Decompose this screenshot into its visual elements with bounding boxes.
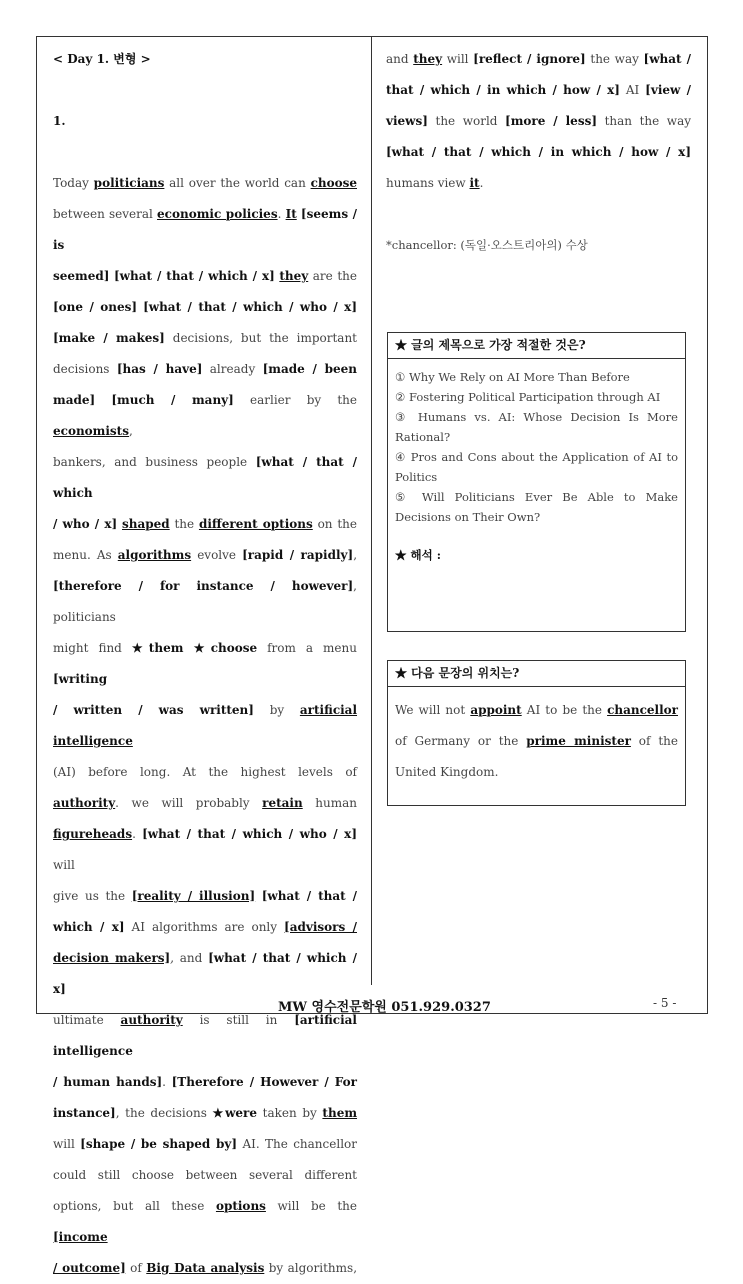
passage-line (53, 633, 357, 695)
passage-line (53, 447, 357, 509)
page-number: - 5 - (653, 996, 677, 1010)
title-question-box (387, 332, 686, 632)
passage-line (53, 292, 357, 323)
passage-text: the way (585, 52, 644, 66)
passage-text: AI to be the (521, 703, 608, 717)
passage-line (53, 323, 357, 354)
passage-text: AI (619, 83, 646, 97)
passage-line (53, 540, 357, 571)
passage-text: than the way (597, 114, 691, 128)
passage-text: all over the world can (164, 176, 311, 190)
highlighted-phrase: it (469, 176, 480, 190)
highlighted-phrase: that / which / in which / how / x] (386, 83, 620, 97)
passage-line (386, 75, 691, 106)
answer-option-4[interactable]: ④ Pros and Cons about the Application of AI to Politics (395, 450, 678, 484)
passage-text: decisions, but the important (164, 331, 358, 345)
passage-text: the (169, 517, 199, 531)
passage-line (53, 1098, 357, 1129)
passage-text: We will not (395, 703, 471, 717)
highlighted-phrase: prime minister (526, 734, 631, 748)
highlighted-phrase: [therefore / for instance / however] (53, 579, 354, 593)
passage-line (53, 385, 357, 447)
footer (0, 996, 743, 1020)
passage-text: , (353, 548, 358, 562)
passage-text: already (202, 362, 263, 376)
highlighted-phrase: / outcome] (53, 1261, 126, 1275)
academy-brand: MW 영수전문학원 051.929.0327 (278, 1000, 491, 1015)
highlighted-phrase: different options (198, 517, 313, 531)
highlighted-phrase: algorithms (117, 548, 192, 562)
passage-line (53, 1191, 357, 1253)
highlighted-phrase: made] (53, 393, 96, 407)
passage-text: (AI) before long. At the highest levels of (53, 765, 357, 779)
passage-text: might find (53, 641, 132, 655)
passage-text: AI algorithms are only (124, 920, 285, 934)
highlighted-phrase: economists (53, 424, 129, 438)
passage-text: will be the (265, 1199, 357, 1213)
left-column (53, 44, 357, 1284)
highlighted-phrase: ★were (212, 1106, 257, 1120)
passage-line (53, 1067, 357, 1098)
highlighted-phrase: they (413, 52, 443, 66)
passage-text: earlier by the (233, 393, 357, 407)
answer-option-1[interactable]: ① Why We Rely on AI More Than Before (395, 370, 630, 384)
highlighted-phrase: / human hands] (53, 1075, 163, 1089)
highlighted-phrase: ★them ★choose (131, 641, 258, 655)
highlighted-phrase: economic policies (157, 207, 278, 221)
question-number: 1. (53, 114, 66, 128)
passage-text: humans view (386, 176, 470, 190)
passage-text: menu. As (53, 548, 118, 562)
highlighted-phrase: [more / less] (505, 114, 598, 128)
position-question-box (387, 660, 686, 806)
highlighted-phrase: [view / (645, 83, 691, 97)
passage-text: , and (170, 951, 209, 965)
highlighted-phrase: [make / makes] (53, 331, 165, 345)
passage-line (53, 168, 357, 199)
highlighted-phrase: Big Data analysis (146, 1261, 265, 1275)
highlighted-phrase: appoint (470, 703, 522, 717)
highlighted-phrase: [made / been (262, 362, 357, 376)
highlighted-phrase: [what / that / which / in which / how / x] (386, 145, 691, 159)
passage-line (53, 912, 357, 943)
passage-text: . (479, 176, 484, 190)
highlighted-phrase: politicians (93, 176, 165, 190)
highlighted-phrase: shaped (122, 517, 170, 531)
title-question-heading: ★ 글의 제목으로 가장 적절한 것은? (388, 333, 685, 359)
passage-line (53, 881, 357, 912)
passage-left (53, 168, 357, 1284)
passage-text: . we will probably (115, 796, 263, 810)
highlighted-phrase: [writing (53, 672, 108, 686)
highlighted-phrase: [one / ones] (53, 300, 138, 314)
passage-text: will (442, 52, 474, 66)
highlighted-phrase: figureheads (53, 827, 133, 841)
passage-line (386, 168, 691, 199)
highlighted-phrase: views] (386, 114, 428, 128)
passage-text (95, 393, 111, 407)
passage-text: from a menu (257, 641, 357, 655)
passage-line (53, 199, 357, 261)
passage-text: decisions (53, 362, 117, 376)
passage-line (53, 757, 357, 788)
highlighted-phrase: It (285, 207, 297, 221)
highlighted-phrase: [reality / illusion] (131, 889, 256, 903)
highlighted-phrase: [what / (643, 52, 691, 66)
passage-line (386, 137, 691, 168)
column-divider (371, 36, 372, 985)
passage-text: is still in (182, 1013, 295, 1027)
highlighted-phrase: [has / have] (116, 362, 203, 376)
passage-text: will (53, 858, 75, 872)
passage-line (53, 509, 357, 540)
passage-text: Today (53, 176, 94, 190)
passage-text: options, but all these (53, 1199, 216, 1213)
passage-text: , the decisions (115, 1106, 213, 1120)
highlighted-phrase: retain (262, 796, 303, 810)
highlighted-phrase: which / x] (53, 920, 125, 934)
highlighted-phrase: [shape / be shaped by] (80, 1137, 238, 1151)
passage-text: by (253, 703, 300, 717)
passage-text: AI. The chancellor (237, 1137, 357, 1151)
day-label: < Day 1. 변형 > (53, 52, 151, 66)
passage-line (386, 106, 691, 137)
passage-line (53, 819, 357, 881)
highlighted-phrase: [reflect / ignore] (473, 52, 586, 66)
passage-text: between several (53, 207, 158, 221)
passage-text: ultimate (53, 1013, 121, 1027)
passage-text: are the (308, 269, 357, 283)
highlighted-phrase: decision makers] (53, 951, 171, 965)
passage-text (255, 889, 262, 903)
passage-text: . (277, 207, 286, 221)
highlighted-phrase: they (279, 269, 309, 283)
highlighted-phrase: [what / that / which (53, 455, 358, 500)
answer-option-5[interactable]: ⑤ Will Politicians Ever Be Able to Make Decisions on Their Own? (395, 490, 678, 524)
passage-line (53, 1129, 357, 1160)
highlighted-phrase: [seems / is (53, 207, 357, 252)
passage-text: evolve (191, 548, 243, 562)
highlighted-phrase: instance] (53, 1106, 116, 1120)
passage-text: could still choose between several different (53, 1168, 357, 1182)
passage-text: , (128, 424, 133, 438)
passage-line (53, 1160, 357, 1191)
passage-text: . (132, 827, 143, 841)
highlighted-phrase: authority (120, 1013, 183, 1027)
passage-text: bankers, and business people (53, 455, 256, 469)
highlighted-phrase: authority (53, 796, 116, 810)
position-question-heading: ★ 다음 문장의 위치는? (388, 661, 685, 687)
passage-text: the world (427, 114, 506, 128)
passage-line (53, 1253, 357, 1284)
highlighted-phrase: [what / that / which / x] (114, 269, 275, 283)
highlighted-phrase: [advisors / (284, 920, 357, 934)
highlighted-phrase: [much / many] (111, 393, 234, 407)
passage-text: by algorithms, (264, 1261, 358, 1275)
passage-text: human (302, 796, 357, 810)
highlighted-phrase: / who / x] (53, 517, 118, 531)
highlighted-phrase: [what / that / which / who / x] (143, 300, 357, 314)
footnote: *chancellor: (독일·오스트리아의) 수상 (386, 238, 588, 252)
highlighted-phrase: [Therefore / However / For (171, 1075, 357, 1089)
passage-line (53, 788, 357, 819)
passage-text: . (162, 1075, 172, 1089)
highlighted-phrase: choose (310, 176, 357, 190)
answer-option-2[interactable]: ② Fostering Political Participation through AI (395, 390, 661, 404)
highlighted-phrase: artificial intelligence (53, 703, 358, 748)
passage-text: on the (312, 517, 357, 531)
highlighted-phrase: [what / that / (261, 889, 357, 903)
highlighted-phrase: seemed] (53, 269, 110, 283)
passage-text: give us the (53, 889, 132, 903)
passage-text: taken by (257, 1106, 323, 1120)
passage-line (386, 44, 691, 75)
highlighted-phrase: [rapid / rapidly] (242, 548, 354, 562)
highlighted-phrase: [what / that / which / x] (53, 951, 357, 996)
passage-text: and (386, 52, 414, 66)
answer-option-3[interactable]: ③ Humans vs. AI: Whose Decision Is More Rational? (395, 410, 678, 444)
highlighted-phrase: [income (53, 1230, 108, 1244)
passage-text: of (125, 1261, 147, 1275)
highlighted-phrase: [artificial intelligence (53, 1013, 357, 1058)
translation-label: ★ 해석 : (395, 548, 441, 562)
passage-text: of Germany or the (395, 734, 527, 748)
highlighted-phrase: them (322, 1106, 358, 1120)
passage-line (53, 695, 357, 757)
highlighted-phrase: [what / that / which / who / x] (142, 827, 357, 841)
right-column (386, 44, 691, 261)
passage-text: of the United Kingdom. (395, 734, 678, 779)
answer-options (395, 367, 678, 527)
passage-line (53, 571, 357, 633)
highlighted-phrase: options (215, 1199, 266, 1213)
highlighted-phrase: / written / was written] (53, 703, 254, 717)
passage-right (386, 44, 691, 199)
insert-sentence (395, 695, 678, 788)
passage-text: will (53, 1137, 81, 1151)
passage-line (53, 354, 357, 385)
passage-line (53, 261, 357, 292)
highlighted-phrase: chancellor (607, 703, 678, 717)
passage-text: , politicians (53, 579, 357, 624)
